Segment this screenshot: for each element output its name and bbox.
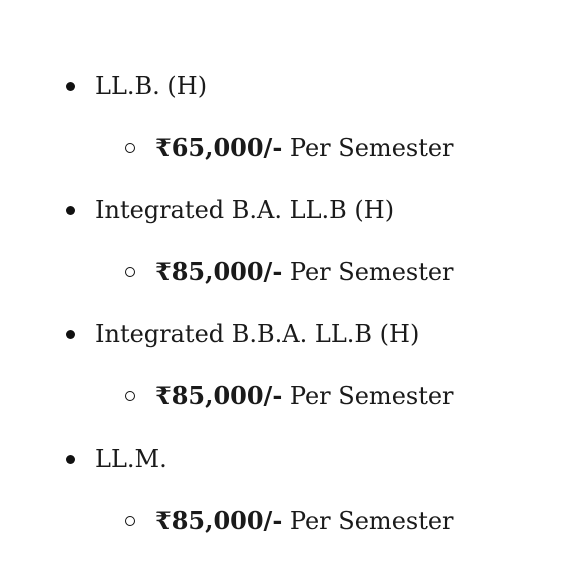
program-name: Integrated B.A. LL.B (H)	[95, 196, 395, 224]
fee-period: Per Semester	[282, 507, 454, 535]
bullet-disc-icon	[66, 455, 75, 464]
fee-amount: ₹85,000/-	[155, 506, 283, 535]
fee-item-llm	[155, 501, 454, 541]
bullet-disc-icon	[66, 330, 75, 339]
program-name: LL.M.	[95, 445, 167, 473]
program-name: Integrated B.B.A. LL.B (H)	[95, 320, 420, 348]
program-name: LL.B. (H)	[95, 72, 208, 100]
bullet-circle-icon	[125, 391, 135, 401]
fee-period: Per Semester	[282, 134, 454, 162]
fee-period: Per Semester	[282, 382, 454, 410]
bullet-disc-icon	[66, 206, 75, 215]
bullet-circle-icon	[125, 143, 135, 153]
program-item-bba-llb	[95, 314, 419, 354]
bullet-circle-icon	[125, 267, 135, 277]
program-item-ba-llb	[95, 190, 394, 230]
fee-amount: ₹65,000/-	[155, 133, 283, 162]
fee-item-ba-llb	[155, 252, 454, 292]
fee-amount: ₹85,000/-	[155, 257, 283, 286]
bullet-circle-icon	[125, 516, 135, 526]
fee-item-llb	[155, 128, 454, 168]
program-item-llm	[95, 439, 167, 479]
bullet-disc-icon	[66, 82, 75, 91]
fee-item-bba-llb	[155, 376, 454, 416]
fee-period: Per Semester	[282, 258, 454, 286]
fee-amount: ₹85,000/-	[155, 381, 283, 410]
program-item-llb	[95, 66, 207, 106]
